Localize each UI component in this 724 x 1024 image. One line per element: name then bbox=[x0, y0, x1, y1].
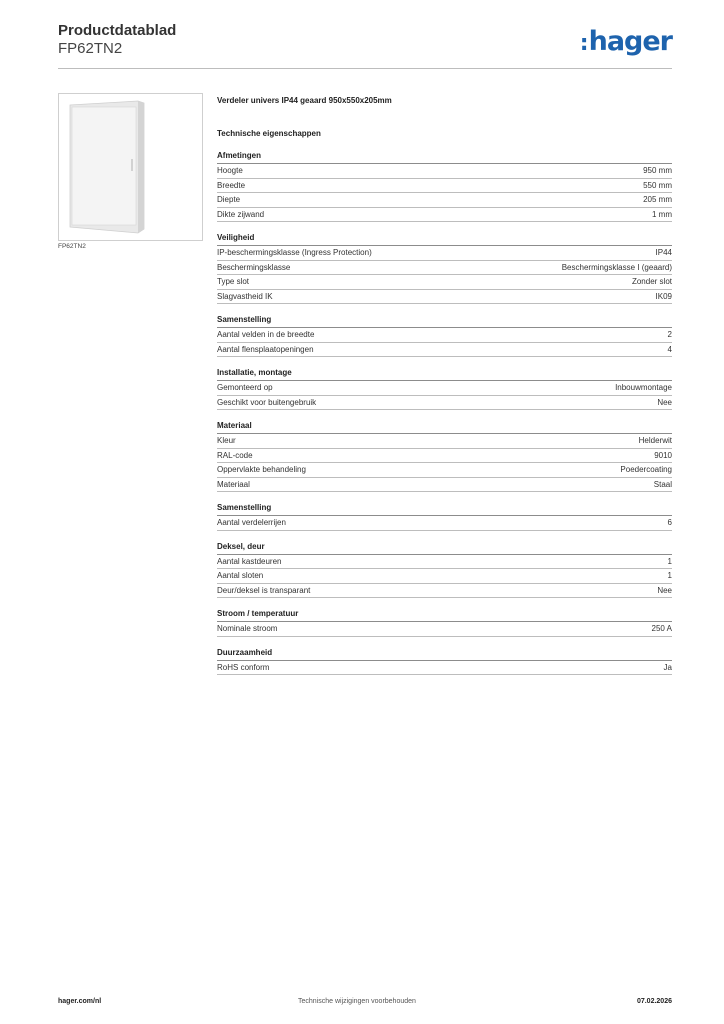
logo-text: hager bbox=[588, 26, 672, 57]
spec-row bbox=[217, 396, 672, 411]
section-heading: Deksel, deur bbox=[217, 541, 672, 555]
spec-label: Materiaal bbox=[217, 479, 250, 489]
spec-value: IP44 bbox=[655, 248, 672, 257]
footer-disclaimer: Technische wijzigingen voorbehouden bbox=[298, 998, 416, 1005]
spec-section bbox=[217, 314, 672, 357]
document-header bbox=[58, 22, 176, 58]
spec-value: 950 mm bbox=[643, 166, 672, 175]
spec-value: 9010 bbox=[654, 450, 672, 460]
product-name: Verdeler univers IP44 geaard 950x550x205mm bbox=[217, 96, 392, 105]
spec-label: Nominale stroom bbox=[217, 624, 278, 633]
spec-value: 550 mm bbox=[643, 180, 672, 190]
spec-label: Aantal velden in de breedte bbox=[217, 330, 315, 339]
spec-label: Type slot bbox=[217, 277, 250, 286]
document-title: Productdatablad bbox=[58, 22, 177, 39]
spec-row bbox=[217, 193, 672, 208]
spec-row bbox=[217, 516, 672, 531]
spec-section bbox=[217, 232, 672, 304]
spec-row bbox=[217, 179, 672, 194]
spec-value: 6 bbox=[667, 518, 672, 527]
spec-row bbox=[217, 343, 672, 358]
spec-value: Staal bbox=[653, 479, 672, 489]
spec-section bbox=[217, 647, 672, 676]
spec-section bbox=[217, 420, 672, 492]
spec-row bbox=[217, 555, 672, 570]
spec-label: Breedte bbox=[217, 180, 246, 190]
spec-value: 2 bbox=[667, 330, 672, 339]
spec-row bbox=[217, 569, 672, 584]
spec-row bbox=[217, 478, 672, 493]
footer-date: 07.02.2026 bbox=[636, 998, 672, 1005]
spec-label: Dikte zijwand bbox=[217, 209, 265, 219]
spec-value: 4 bbox=[667, 344, 672, 354]
section-heading: Materiaal bbox=[217, 420, 672, 434]
spec-section bbox=[217, 367, 672, 410]
spec-label: Diepte bbox=[217, 195, 241, 204]
spec-row bbox=[217, 434, 672, 449]
spec-label: Beschermingsklasse bbox=[217, 262, 291, 272]
spec-section bbox=[217, 502, 672, 531]
spec-row bbox=[217, 246, 672, 261]
spec-label: Aantal kastdeuren bbox=[217, 556, 282, 566]
section-heading: Installatie, montage bbox=[217, 367, 672, 381]
spec-value: 250 A bbox=[651, 624, 672, 633]
spec-value: IK09 bbox=[655, 291, 672, 301]
spec-row bbox=[217, 164, 672, 179]
spec-sections bbox=[217, 150, 672, 675]
spec-row bbox=[217, 208, 672, 223]
spec-row bbox=[217, 328, 672, 343]
spec-value: 1 bbox=[667, 571, 672, 580]
spec-value: 1 mm bbox=[652, 209, 672, 219]
spec-section bbox=[217, 541, 672, 599]
spec-label: Geschikt voor buitengebruik bbox=[217, 397, 317, 407]
spec-label: Slagvastheid IK bbox=[217, 291, 273, 301]
spec-row bbox=[217, 661, 672, 676]
spec-label: Deur/deksel is transparant bbox=[217, 585, 311, 595]
spec-value: Helderwit bbox=[638, 436, 672, 445]
section-heading: Veiligheid bbox=[217, 232, 672, 246]
spec-label: Aantal flensplaatopeningen bbox=[217, 344, 314, 354]
spec-value: Inbouwmontage bbox=[615, 383, 672, 392]
spec-content bbox=[217, 96, 672, 675]
section-heading: Afmetingen bbox=[217, 150, 672, 164]
spec-value: Nee bbox=[657, 585, 672, 595]
spec-row bbox=[217, 381, 672, 396]
spec-row bbox=[217, 463, 672, 478]
spec-section bbox=[217, 608, 672, 637]
spec-label: IP-beschermingsklasse (Ingress Protection) bbox=[217, 248, 372, 257]
spec-label: Hoogte bbox=[217, 166, 243, 175]
spec-row bbox=[217, 584, 672, 599]
section-heading: Samenstelling bbox=[217, 314, 672, 328]
spec-label: Aantal verdelerrijen bbox=[217, 518, 286, 527]
section-heading: Duurzaamheid bbox=[217, 647, 672, 661]
spec-value: 1 bbox=[667, 556, 672, 566]
product-code: FP62TN2 bbox=[58, 40, 123, 57]
section-heading: Samenstelling bbox=[217, 502, 672, 516]
header-divider bbox=[58, 68, 672, 69]
spec-value: Poedercoating bbox=[620, 465, 672, 474]
image-caption: FP62TN2 bbox=[58, 243, 86, 250]
spec-row bbox=[217, 275, 672, 290]
section-heading: Stroom / temperatuur bbox=[217, 608, 672, 622]
spec-value: 205 mm bbox=[643, 195, 672, 204]
spec-label: Kleur bbox=[217, 436, 236, 445]
footer-website-link[interactable]: hager.com/nl bbox=[58, 998, 102, 1005]
spec-section bbox=[217, 150, 672, 222]
spec-value: Ja bbox=[663, 662, 672, 672]
spec-label: Gemonteerd op bbox=[217, 383, 273, 392]
hager-logo: :hager bbox=[579, 26, 672, 57]
product-image-frame bbox=[58, 93, 203, 241]
spec-row bbox=[217, 290, 672, 305]
spec-value: Nee bbox=[657, 397, 672, 407]
spec-label: Oppervlakte behandeling bbox=[217, 465, 306, 474]
spec-row bbox=[217, 261, 672, 276]
cabinet-image bbox=[66, 99, 146, 235]
tech-properties-title: Technische eigenschappen bbox=[217, 129, 321, 138]
spec-row bbox=[217, 622, 672, 637]
spec-label: RAL-code bbox=[217, 450, 253, 460]
spec-value: Beschermingsklasse I (geaard) bbox=[561, 262, 672, 272]
spec-label: RoHS conform bbox=[217, 662, 270, 672]
spec-value: Zonder slot bbox=[631, 277, 672, 286]
spec-label: Aantal sloten bbox=[217, 571, 264, 580]
spec-row bbox=[217, 449, 672, 464]
